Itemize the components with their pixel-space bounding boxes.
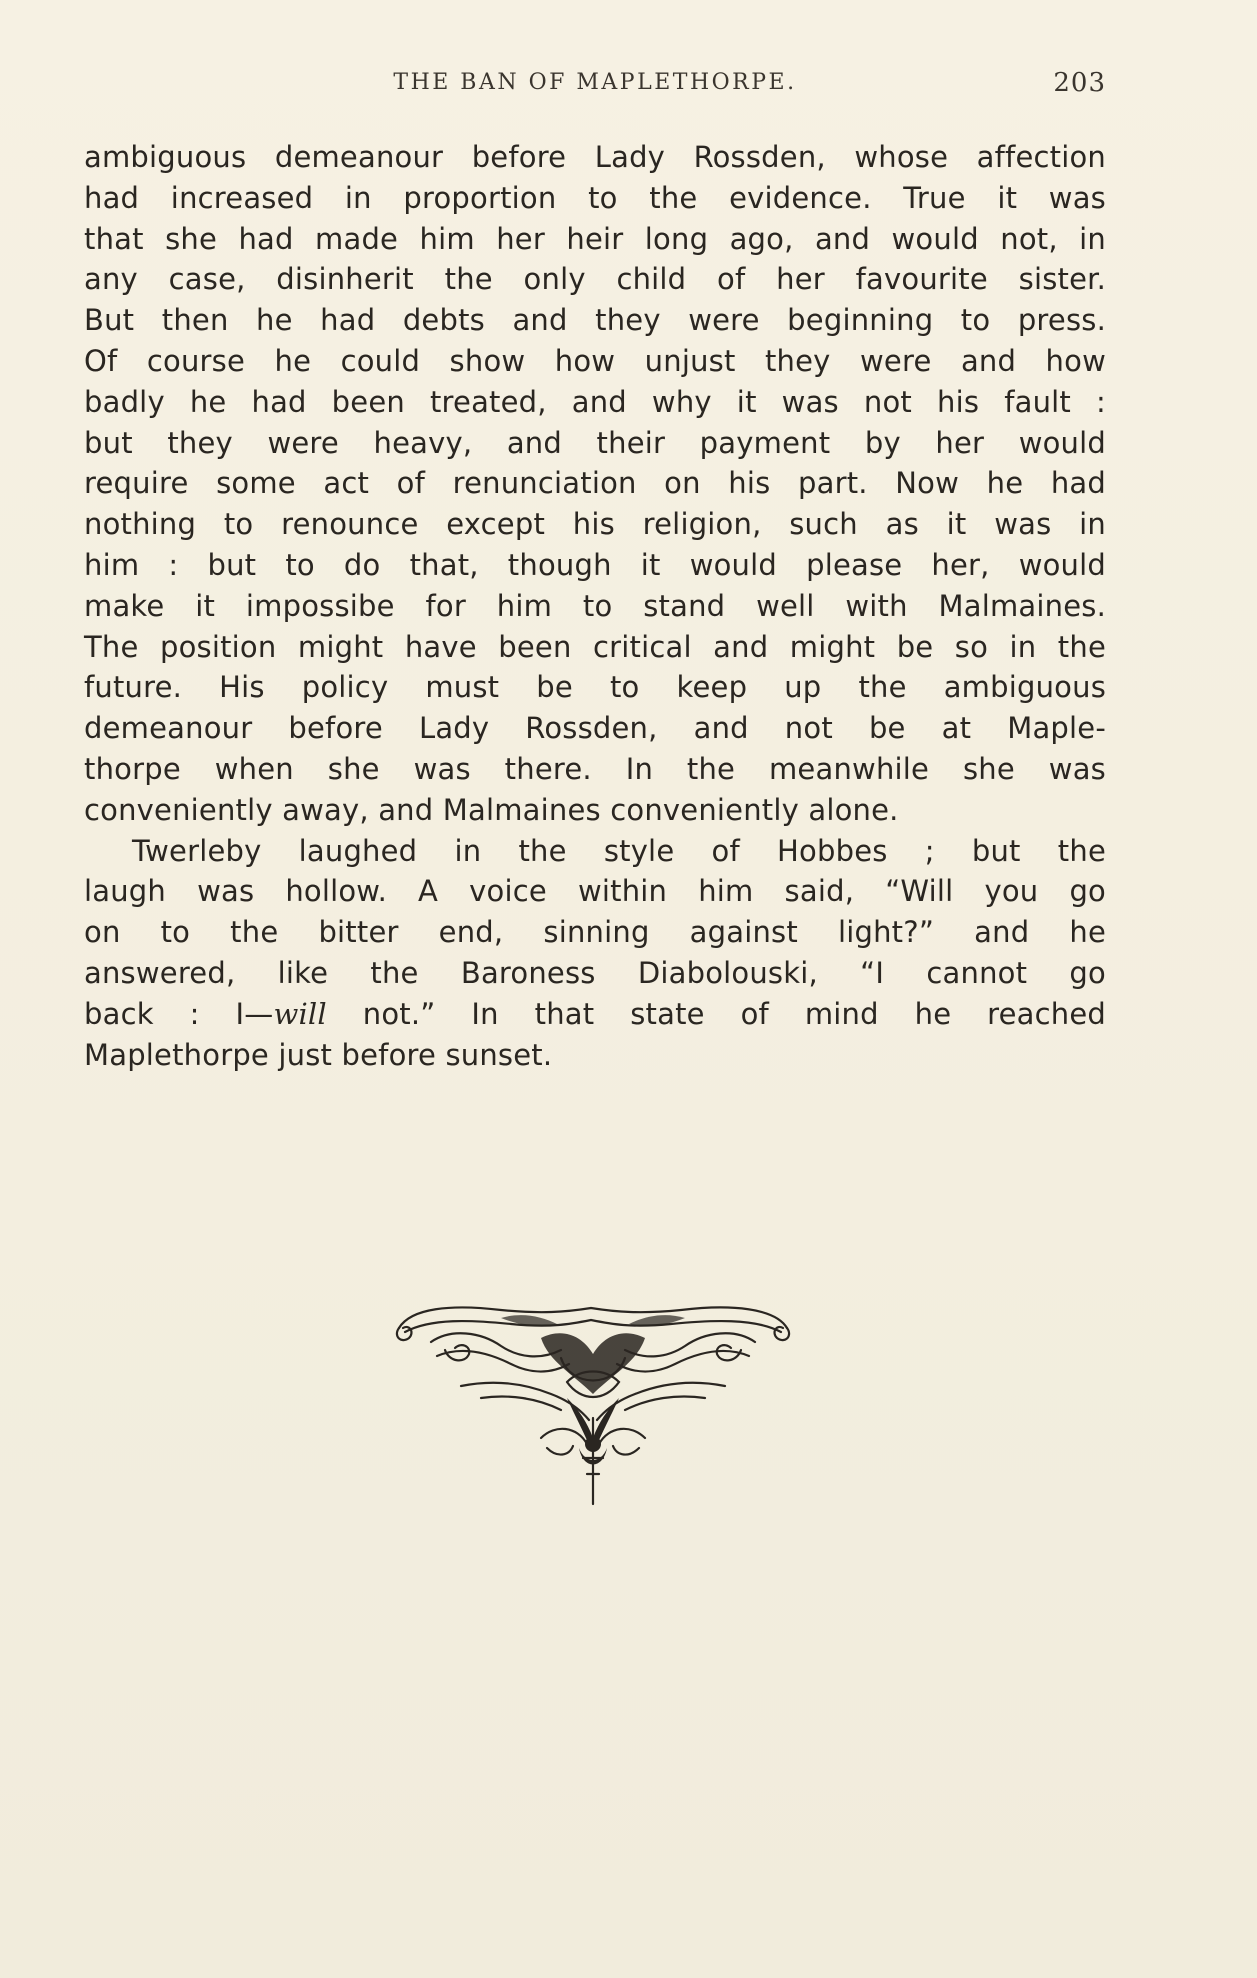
text-line: answered, like the Baroness Diabolouski, “I cannot go (84, 955, 1106, 990)
body-text (84, 137, 1106, 1075)
text-line: future. His policy must be to keep up the ambiguous (84, 670, 1106, 705)
text-line: thorpe when she was there. In the meanwhile she was (84, 751, 1106, 786)
text-line: demeanour before Lady Rossden, and not be at Maple- (84, 711, 1106, 746)
text-line: Maplethorpe just before sunset. (84, 1037, 553, 1072)
running-head (84, 68, 1106, 102)
text-line: but they were heavy, and their payment by her would (84, 425, 1106, 460)
text-line: ambiguous demeanour before Lady Rossden, whose affection (84, 140, 1106, 174)
text-line: make it impossibe for him to stand well with Malmaines. (84, 588, 1106, 623)
text-line: conveniently away, and Malmaines conveniently alone. (84, 792, 899, 827)
running-title: THE BAN OF MAPLETHORPE. (393, 70, 797, 95)
text-line: that she had made him her heir long ago, and would not, in (84, 221, 1106, 256)
paragraph-start-line: Twerleby laughed in the style of Hobbes ; but the (132, 833, 1106, 868)
text-line: any case, disinherit the only child of her favourite sister. (84, 262, 1106, 297)
text-line-with-italic (84, 994, 1106, 1035)
text-line: badly he had been treated, and why it was not his fault : (84, 384, 1106, 419)
line-segment: not.” In that state of mind he reached (326, 996, 1107, 1031)
text-line: nothing to renounce except his religion, such as it was in (84, 507, 1106, 542)
page-number: 203 (1053, 68, 1106, 98)
floral-tailpiece-ornament-icon (391, 1298, 795, 1510)
text-line: The position might have been critical and might be so in the (84, 629, 1106, 664)
text-line: Of course he could show how unjust they were and how (84, 343, 1106, 378)
line-segment: back : I— (84, 996, 274, 1031)
text-line: But then he had debts and they were beginning to press. (84, 303, 1106, 338)
italic-emphasis: will (273, 996, 327, 1031)
text-line: on to the bitter end, sinning against light?” and he (84, 915, 1106, 950)
text-line: him : but to do that, though it would please her, would (84, 547, 1106, 582)
text-line: require some act of renunciation on his part. Now he had (84, 466, 1106, 501)
text-line: laugh was hollow. A voice within him said, “Will you go (84, 874, 1106, 909)
text-line: had increased in proportion to the evidence. True it was (84, 180, 1106, 215)
